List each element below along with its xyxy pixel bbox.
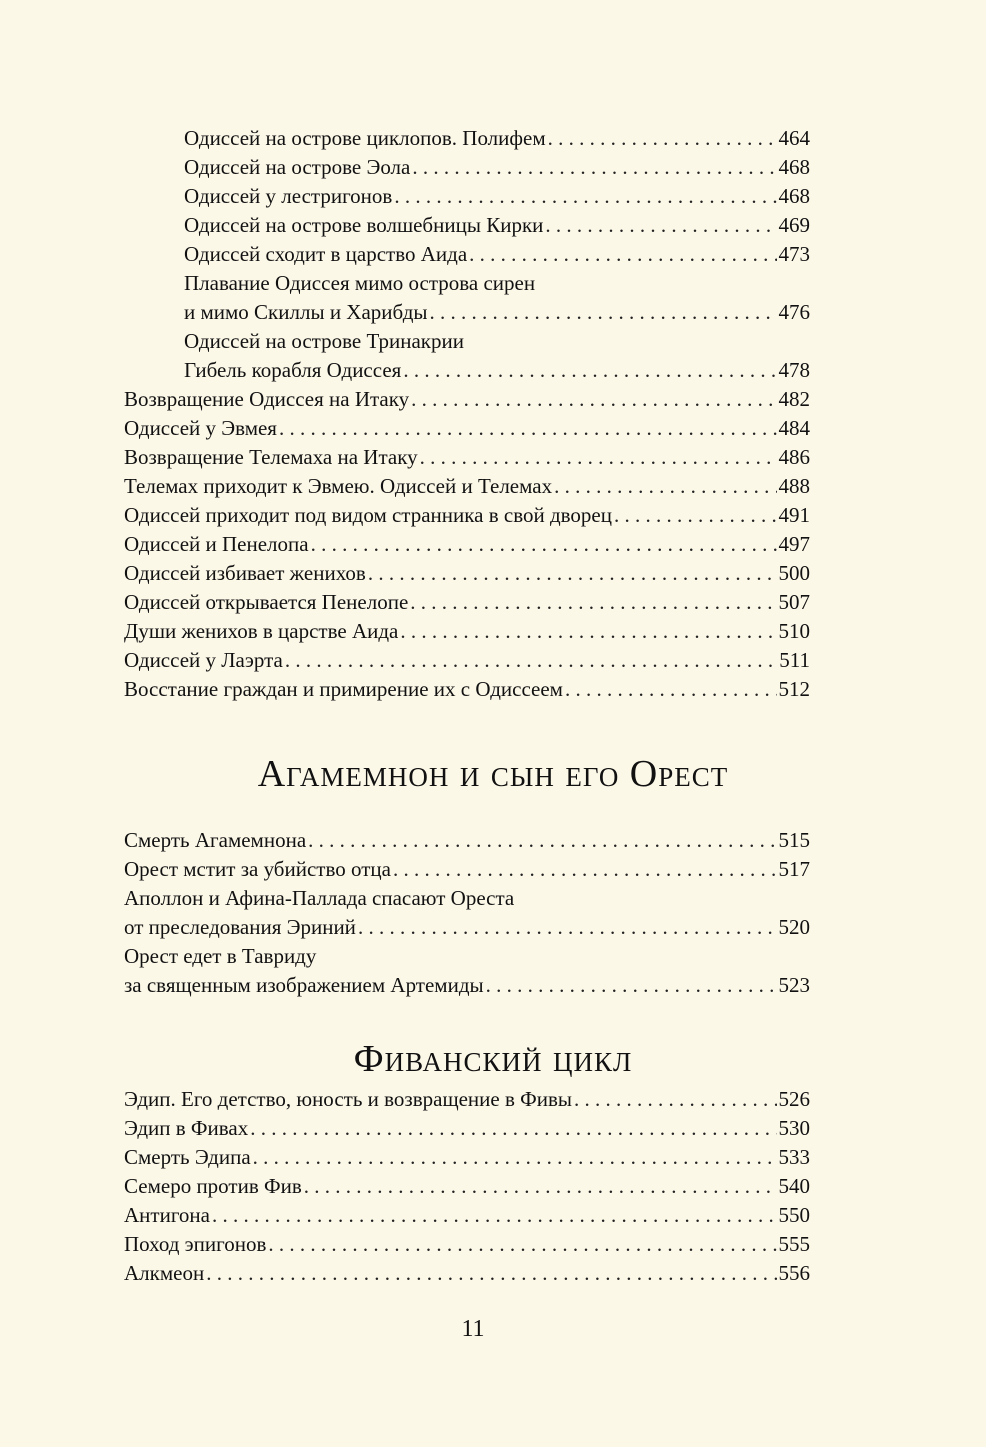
toc-entry [184, 124, 810, 153]
toc-entry-title: Одиссей на острове волшебницы Кирки [184, 213, 544, 237]
dot-leader [486, 971, 777, 1000]
toc-entry-page: 486 [778, 445, 810, 469]
dot-leader [368, 559, 777, 588]
toc-entry-title: Одиссей избивает женихов [124, 561, 366, 585]
dot-leader [400, 617, 776, 646]
dot-leader [430, 298, 777, 327]
toc-entry-title: Эдип в Фивах [124, 1116, 249, 1140]
dot-leader [614, 501, 777, 530]
toc-entry [124, 1085, 810, 1114]
toc-entry [124, 913, 810, 942]
toc-entry-page: 520 [778, 915, 810, 939]
toc-entry-page: 484 [778, 416, 810, 440]
dot-leader [410, 588, 776, 617]
toc-entry [124, 443, 810, 472]
toc-entry-first-line: Одиссей на острове Тринакрии [184, 329, 464, 353]
dot-leader [545, 211, 776, 240]
toc-entry-page: 556 [778, 1261, 810, 1285]
toc-entry-page: 476 [778, 300, 810, 324]
heading-agamemnon: Агамемнон и сын его Орест [257, 753, 729, 795]
toc-entry [124, 826, 810, 855]
toc-entry-page: 517 [778, 857, 810, 881]
toc-entry-page: 473 [778, 242, 810, 266]
dot-leader [393, 855, 777, 884]
toc-entry-page: 512 [778, 677, 810, 701]
dot-leader [554, 472, 776, 501]
toc-entry-page: 478 [778, 358, 810, 382]
dot-leader [212, 1201, 777, 1230]
dot-leader [394, 182, 776, 211]
toc-entry [124, 414, 810, 443]
dot-leader [304, 1172, 777, 1201]
toc-entry-title: Орест мстит за убийство отца [124, 857, 391, 881]
dot-leader [574, 1085, 776, 1114]
toc-entry-title: Семеро против Фив [124, 1174, 302, 1198]
dot-leader [565, 675, 777, 704]
toc-entry-title: Души женихов в царстве Аида [124, 619, 399, 643]
toc-entry-title: Восстание граждан и примирение их с Одиссеем [124, 677, 563, 701]
page-number: 11 [461, 1316, 485, 1342]
toc-entry-page: 530 [778, 1116, 810, 1140]
toc-entry-title: Смерть Агамемнона [124, 828, 307, 852]
toc-entry-title: от преследования Эриний [124, 915, 356, 939]
toc-entry [124, 971, 810, 1000]
toc-entry-title: за священным изображением Артемиды [124, 973, 484, 997]
heading-theban-cycle: Фиванский цикл [353, 1038, 633, 1080]
toc-entry-title: Одиссей у Эвмея [124, 416, 277, 440]
toc-section-agamemnon [124, 826, 810, 1000]
dot-leader [411, 385, 776, 414]
dot-leader [412, 153, 776, 182]
toc-entry-title: Одиссей открывается Пенелопе [124, 590, 409, 614]
toc-entry [124, 617, 810, 646]
dot-leader [268, 1230, 776, 1259]
toc-entry [124, 385, 810, 414]
toc-entry-title: Одиссей на острове циклопов. Полифем [184, 126, 546, 150]
toc-entry [184, 182, 810, 211]
toc-entry-page: 507 [778, 590, 810, 614]
toc-entry [124, 1201, 810, 1230]
toc-entry-page: 510 [778, 619, 810, 643]
toc-entry-page: 488 [778, 474, 810, 498]
toc-entry-title: Алкмеон [124, 1261, 205, 1285]
dot-leader [358, 913, 777, 942]
toc-entry-page: 511 [779, 648, 810, 672]
toc-entry-title: Телемах приходит к Эвмею. Одиссей и Телемах [124, 474, 553, 498]
toc-entry-page: 550 [778, 1203, 810, 1227]
toc-entry-title: Одиссей приходит под видом странника в свой дворец [124, 503, 612, 527]
toc-entry-page: 515 [778, 828, 810, 852]
toc-entry-first-line: Плавание Одиссея мимо острова сирен [184, 271, 536, 295]
toc-section-odyssey [124, 124, 810, 704]
toc-entry-page: 523 [778, 973, 810, 997]
toc-entry-title: Возвращение Телемаха на Итаку [124, 445, 418, 469]
toc-entry-first-line: Орест едет в Тавриду [124, 944, 317, 968]
toc-entry-title: и мимо Скиллы и Харибды [184, 300, 428, 324]
toc-entry-title: Антигона [124, 1203, 210, 1227]
toc-section-theban [124, 1085, 810, 1288]
toc-entry-page: 468 [778, 155, 810, 179]
toc-entry-title: Поход эпигонов [124, 1232, 267, 1256]
toc-entry [124, 1172, 810, 1201]
toc-entry-page: 555 [778, 1232, 810, 1256]
toc-entry-page: 469 [778, 213, 810, 237]
toc-entry [124, 501, 810, 530]
toc-entry-title: Гибель корабля Одиссея [184, 358, 402, 382]
toc-entry [184, 153, 810, 182]
toc-entry-page: 497 [778, 532, 810, 556]
toc-entry [124, 472, 810, 501]
toc-entry-title: Одиссей и Пенелопа [124, 532, 309, 556]
toc-entry-page: 526 [778, 1087, 810, 1111]
dot-leader [420, 443, 777, 472]
dot-leader [469, 240, 776, 269]
toc-entry [124, 1259, 810, 1288]
toc-entry [124, 675, 810, 704]
toc-entry [124, 559, 810, 588]
toc-entry [124, 1143, 810, 1172]
toc-entry-title: Эдип. Его детство, юность и возвращение в Фивы [124, 1087, 573, 1111]
dot-leader [311, 530, 777, 559]
toc-entry-first-line: Аполлон и Афина-Паллада спасают Ореста [124, 886, 515, 910]
dot-leader [206, 1259, 776, 1288]
toc-entry-page: 533 [778, 1145, 810, 1169]
toc-entry [184, 211, 810, 240]
dot-leader [403, 356, 776, 385]
toc-entry [124, 1114, 810, 1143]
toc-entry [124, 530, 810, 559]
dot-leader [279, 414, 777, 443]
toc-entry [184, 356, 810, 385]
toc-entry [124, 1230, 810, 1259]
toc-entry [124, 588, 810, 617]
toc-entry-title: Одиссей у лестригонов [184, 184, 393, 208]
toc-entry-title: Одиссей на острове Эола [184, 155, 411, 179]
toc-entry [124, 855, 810, 884]
toc-entry-page: 468 [778, 184, 810, 208]
toc-entry-page: 500 [778, 561, 810, 585]
toc-entry [184, 240, 810, 269]
toc-entry-title: Одиссей сходит в царство Аида [184, 242, 468, 266]
toc-entry-page: 482 [778, 387, 810, 411]
toc-entry-title: Одиссей у Лаэрта [124, 648, 283, 672]
toc-entry-page: 540 [778, 1174, 810, 1198]
toc-entry [184, 298, 810, 327]
toc-entry [124, 646, 810, 675]
toc-entry-page: 464 [778, 126, 810, 150]
dot-leader [253, 1143, 777, 1172]
toc-entry-title: Возвращение Одиссея на Итаку [124, 387, 410, 411]
toc-entry-page: 491 [778, 503, 810, 527]
dot-leader [285, 646, 777, 675]
dot-leader [548, 124, 777, 153]
toc-entry-title: Смерть Эдипа [124, 1145, 251, 1169]
dot-leader [308, 826, 776, 855]
dot-leader [250, 1114, 776, 1143]
